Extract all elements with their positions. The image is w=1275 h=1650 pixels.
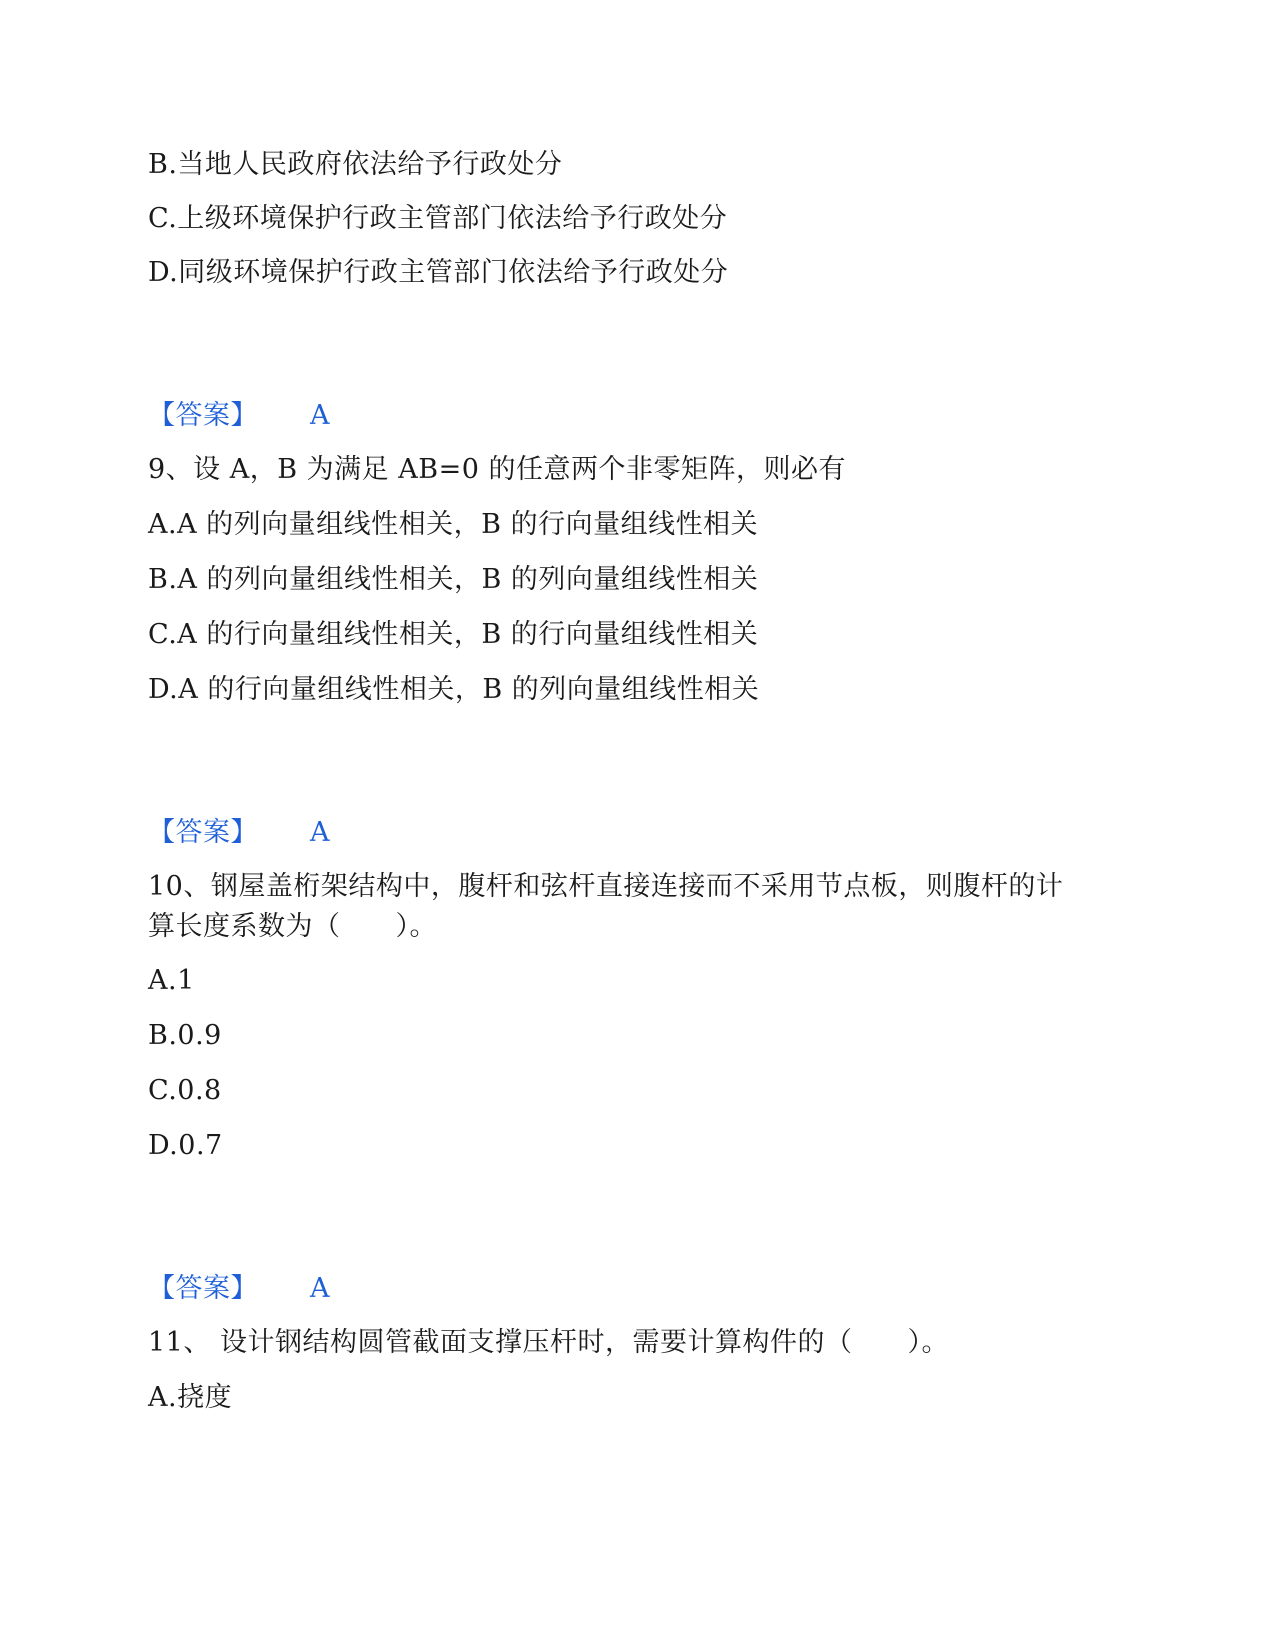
q10-option-c: C.0.8 bbox=[148, 1075, 222, 1106]
q8-option-c: C.上级环境保护行政主管部门依法给予行政处分 bbox=[148, 203, 728, 234]
answer-label: 【答案】 bbox=[148, 400, 258, 431]
q10-option-b: B.0.9 bbox=[148, 1020, 222, 1051]
q10-option-a: A.1 bbox=[148, 965, 195, 996]
q11-option-a: A.挠度 bbox=[148, 1382, 233, 1413]
q10-stem-line1: 10、钢屋盖桁架结构中，腹杆和弦杆直接连接而不采用节点板，则腹杆的计 bbox=[148, 871, 1064, 902]
answer-value: A bbox=[310, 1273, 330, 1304]
q10-stem-line2: 算长度系数为（ ）。 bbox=[148, 911, 437, 942]
q11-stem: 11、 设计钢结构圆管截面支撑压杆时，需要计算构件的（ ）。 bbox=[148, 1327, 949, 1358]
answer-value: A bbox=[310, 400, 330, 431]
q9-option-a: A.A 的列向量组线性相关，B 的行向量组线性相关 bbox=[148, 509, 759, 540]
q9-answer bbox=[148, 815, 330, 851]
answer-label: 【答案】 bbox=[148, 817, 258, 848]
answer-label: 【答案】 bbox=[148, 1273, 258, 1304]
q8-option-d: D.同级环境保护行政主管部门依法给予行政处分 bbox=[148, 257, 729, 288]
q8-option-b: B.当地人民政府依法给予行政处分 bbox=[148, 149, 563, 180]
answer-value: A bbox=[310, 817, 330, 848]
q10-answer bbox=[148, 1271, 330, 1307]
q9-option-c: C.A 的行向量组线性相关，B 的行向量组线性相关 bbox=[148, 619, 759, 650]
q9-option-d: D.A 的行向量组线性相关，B 的列向量组线性相关 bbox=[148, 674, 760, 705]
q9-stem: 9、设 A，B 为满足 AB=0 的任意两个非零矩阵，则必有 bbox=[148, 454, 846, 485]
q10-option-d: D.0.7 bbox=[148, 1130, 223, 1161]
q8-answer bbox=[148, 398, 330, 434]
q9-option-b: B.A 的列向量组线性相关，B 的列向量组线性相关 bbox=[148, 564, 759, 595]
